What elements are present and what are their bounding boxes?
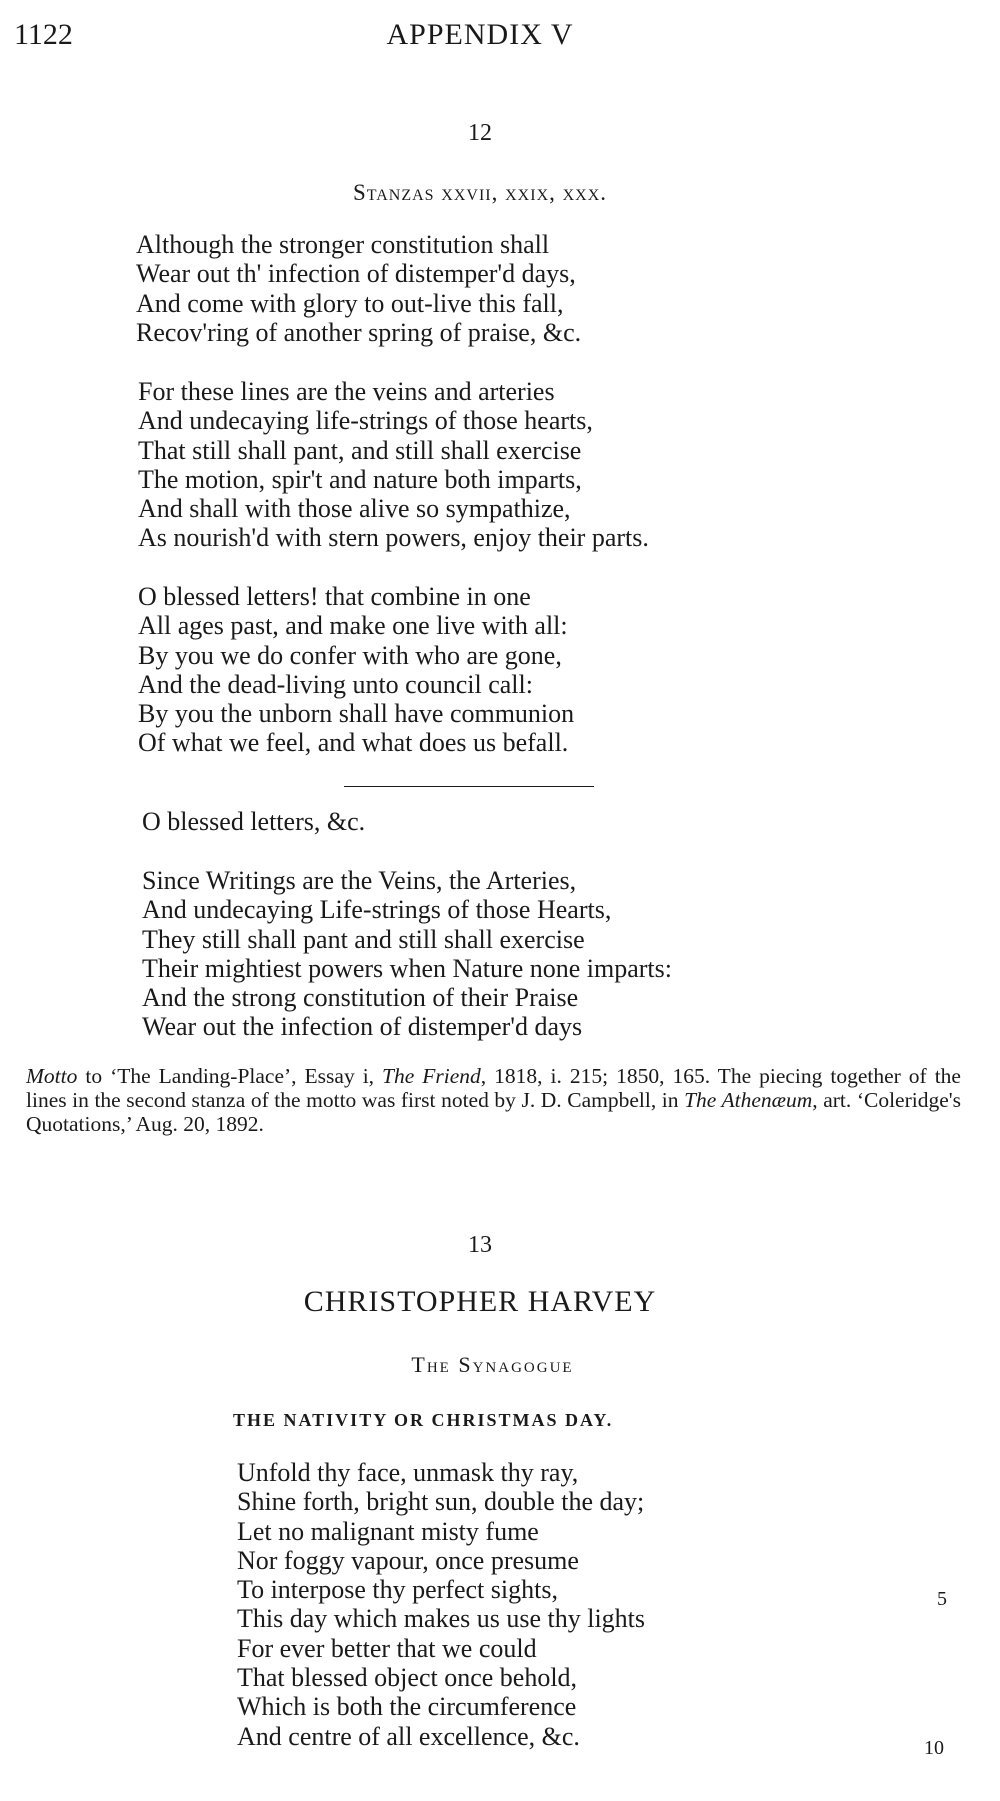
section-number-12: 12 [468, 120, 492, 146]
verse-line: By you the unborn shall have communion [138, 699, 575, 729]
verse-line: Unfold thy face, unmask thy ray, [237, 1458, 579, 1487]
line-number-10: 10 [924, 1737, 944, 1759]
stanza-3 [138, 582, 574, 758]
verse-line: Which is both the circumference [237, 1692, 577, 1722]
note-motto-word: Motto [26, 1064, 78, 1088]
verse-line: To interpose thy perfect sights, [237, 1575, 558, 1605]
verse-line: Since Writings are the Veins, the Arteries, [142, 866, 577, 895]
verse-line: O blessed letters, &c. [142, 807, 366, 836]
note-text-part: , art. ‘Coleridge's Quotations,’ Aug. 20, 1892. [26, 1088, 962, 1137]
section-heading-stanzas: Stanzas xxvii, xxix, xxx. [352, 180, 608, 205]
note-athenaeum-title: The Athenæum [684, 1088, 813, 1113]
editorial-note [26, 1064, 961, 1137]
note-text-part: to ‘The Landing-Place’, Essay i, [77, 1064, 383, 1088]
verse-line: They still shall pant and still shall exercise [142, 924, 585, 954]
note-text-part: , 1818, i. 215; 1850, 165. The piecing together of the lines in the second stanza of the motto was first noted by J. D. Campbell, in [26, 1064, 961, 1113]
stanza-2 [138, 377, 649, 553]
verse-line: Nor foggy vapour, once presume [237, 1545, 579, 1575]
verse-line: This day which makes us use thy lights [237, 1604, 646, 1634]
verse-line: Of what we feel, and what does us befall. [138, 728, 569, 758]
separator-rule [344, 786, 594, 787]
author-heading: CHRISTOPHER HARVEY [303, 1285, 657, 1318]
line-number-5: 5 [937, 1588, 947, 1610]
verse-line: Wear out th' infection of distemper'd days, [136, 259, 576, 289]
verse-line: And the dead-living unto council call: [138, 669, 533, 699]
verse-line: And come with glory to out-live this fall, [136, 288, 564, 318]
verse-line: By you we do confer with who are gone, [138, 640, 562, 670]
poem-nativity [237, 1458, 645, 1751]
verse-line: Although the stronger constitution shall [136, 230, 550, 259]
motto-intro [142, 807, 365, 836]
verse-line: All ages past, and make one live with all: [138, 611, 568, 641]
stanza-1 [136, 230, 581, 347]
verse-line: Shine forth, bright sun, double the day; [237, 1487, 645, 1517]
poem-title: THE NATIVITY OR CHRISTMAS DAY. [233, 1410, 614, 1430]
verse-line: Wear out the infection of distemper'd days [142, 1012, 583, 1042]
verse-line: That blessed object once behold, [237, 1663, 578, 1693]
page-number: 1122 [14, 18, 73, 51]
verse-line: And the strong constitution of their Praise [142, 983, 579, 1013]
verse-line: Recov'ring of another spring of praise, &c. [136, 317, 582, 347]
running-title: APPENDIX V [386, 18, 574, 51]
section-number-13: 13 [468, 1232, 492, 1258]
verse-line: And undecaying Life-strings of those Hearts, [142, 895, 612, 925]
note-friend-title: The Friend [382, 1064, 481, 1088]
verse-line: O blessed letters! that combine in one [138, 582, 531, 611]
verse-line: And centre of all excellence, &c. [237, 1721, 580, 1751]
verse-line: For these lines are the veins and arteries [138, 377, 555, 406]
verse-line: Their mightiest powers when Nature none imparts: [142, 953, 672, 983]
verse-line: For ever better that we could [237, 1633, 537, 1663]
verse-line: And undecaying life-strings of those hearts, [138, 406, 593, 436]
motto-stanza [142, 866, 672, 1042]
verse-line: And shall with those alive so sympathize, [138, 494, 571, 524]
verse-line: Let no malignant misty fume [237, 1516, 539, 1546]
verse-line: As nourish'd with stern powers, enjoy their parts. [138, 523, 649, 553]
work-title: The Synagogue [411, 1352, 574, 1377]
verse-line: The motion, spir't and nature both imparts, [138, 464, 582, 494]
verse-line: That still shall pant, and still shall exercise [138, 435, 582, 465]
